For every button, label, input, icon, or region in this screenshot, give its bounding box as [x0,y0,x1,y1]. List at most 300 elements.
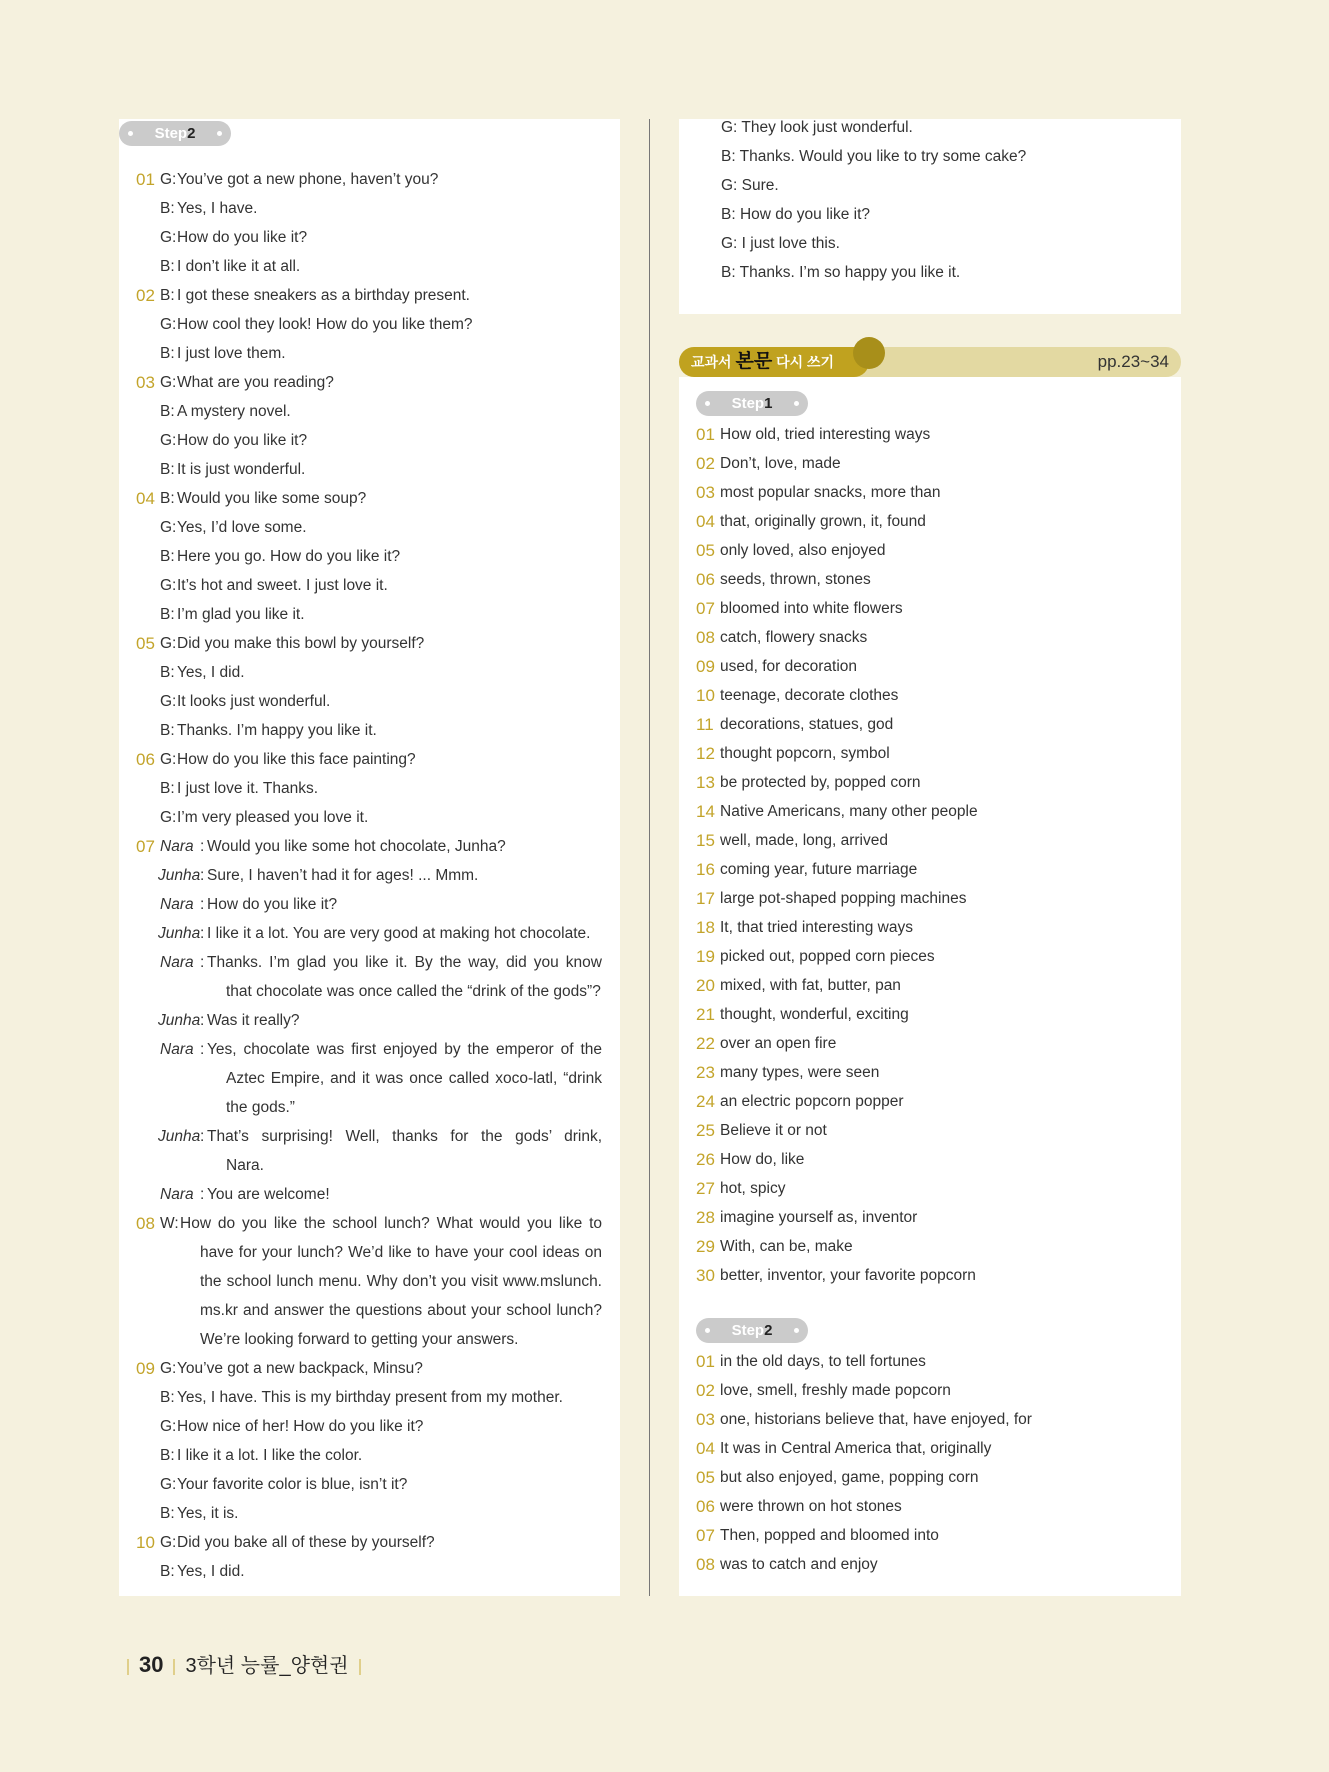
answer-item [696,1087,1166,1116]
speaker: B: [160,1505,175,1522]
item-number: 24 [696,1092,715,1111]
dot-icon [705,1328,710,1333]
speaker: G: [160,1534,177,1551]
line-text: ms.kr and answer the questions about your school lunch? [200,1302,602,1319]
banner-title [691,347,834,377]
speaker: B: [160,403,175,420]
answer-item [696,739,1166,768]
dot-icon [794,1328,799,1333]
line-text: I like it a lot. I like the color. [177,1447,363,1464]
answer-item [696,1434,1166,1463]
item-number: 03 [136,373,155,392]
speaker: G: [160,1418,177,1435]
line-text: Yes, I did. [177,664,245,681]
item-number: 09 [696,657,715,676]
line-text: Would you like some hot chocolate, Junha? [207,838,506,855]
line-text: It is just wonderful. [177,461,306,478]
step-label: Step [731,395,765,412]
answer-item [696,1203,1166,1232]
banner-main: 본문 [735,351,773,372]
line-text: How do you like it? [207,896,338,913]
speaker: B: [160,722,175,739]
item-number: 07 [136,837,155,856]
speaker: G: [160,693,177,710]
item-text: used, for decoration [720,658,858,675]
line-text: I got these sneakers as a birthday present. [177,287,470,304]
answer-item [696,768,1166,797]
answer-item [696,855,1166,884]
dialogue-line [136,484,602,513]
item-number: 01 [136,170,155,189]
dialogue-line [136,368,602,397]
banner-circle [853,337,885,369]
item-text: well, made, long, arrived [720,832,888,849]
line-text: I don’t like it at all. [177,258,301,275]
speaker: Junha [158,867,201,884]
answer-item [696,1116,1166,1145]
dialogue-line [136,890,602,919]
item-number: 17 [696,889,715,908]
item-number: 02 [136,286,155,305]
item-number: 05 [696,1468,715,1487]
dialogue-line [136,455,602,484]
speaker-colon: : [200,954,205,971]
item-number: 21 [696,1005,715,1024]
step-number: 1 [764,395,773,412]
dot-icon [705,401,710,406]
item-text: most popular snacks, more than [720,484,941,501]
step-label: Step [154,125,188,142]
item-text: Believe it or not [720,1122,827,1139]
dialogue-line [136,658,602,687]
speaker: G: [160,432,177,449]
line-text: Yes, I did. [177,1563,245,1580]
step-badge [696,1318,808,1343]
dialogue-line [136,1238,602,1267]
line-text: What are you reading? [177,374,334,391]
dialogue-line [136,1441,602,1470]
line-text: Nara. [226,1157,264,1174]
answer-item [696,681,1166,710]
line-text: I’m very pleased you love it. [177,809,369,826]
item-text: love, smell, freshly made popcorn [720,1382,951,1399]
line-text: You are welcome! [207,1186,330,1203]
item-number: 06 [136,750,155,769]
line-text: Sure, I haven’t had it for ages! ... Mmm. [207,867,479,884]
dot-icon [217,131,222,136]
item-number: 04 [696,1439,715,1458]
answer-item [696,1232,1166,1261]
line-text: B: Thanks. Would you like to try some cake? [721,148,1027,165]
item-text: thought popcorn, symbol [720,745,890,762]
dialogue-line [136,1006,602,1035]
page-range: pp.23~34 [1097,352,1169,371]
item-number: 30 [696,1266,715,1285]
speaker-colon: : [200,867,205,884]
dialogue-line [136,1412,602,1441]
item-text: one, historians believe that, have enjoyed, for [720,1411,1032,1428]
answer-item [696,1376,1166,1405]
item-text: bloomed into white flowers [720,600,903,617]
banner-prefix: 교과서 [691,354,732,370]
speaker: G: [160,316,177,333]
dot-icon [794,401,799,406]
speaker: G: [160,519,177,536]
item-number: 08 [696,628,715,647]
answer-item [696,797,1166,826]
item-text: thought, wonderful, exciting [720,1006,909,1023]
item-number: 01 [696,1352,715,1371]
speaker: G: [160,751,177,768]
dialogue-line [136,600,602,629]
step-badge [696,391,808,416]
dialogue-line [136,281,602,310]
dialogue-line [136,1180,602,1209]
item-number: 18 [696,918,715,937]
item-number: 23 [696,1063,715,1082]
dialogue-line [136,716,602,745]
dialogue-line [136,1325,602,1354]
dialogue-line [136,165,602,194]
speaker: Nara [160,954,194,971]
speaker: G: [160,809,177,826]
speaker: B: [160,606,175,623]
dialogue-line [136,571,602,600]
line-text: Would you like some soup? [177,490,367,507]
item-text: was to catch and enjoy [720,1556,878,1573]
answer-item [696,1405,1166,1434]
dialogue-line [136,1093,602,1122]
item-text: It was in Central America that, originally [720,1440,992,1457]
dialogue-line [136,1383,602,1412]
item-text: mixed, with fat, butter, pan [720,977,901,994]
answer-item [696,1492,1166,1521]
speaker: Junha [158,1128,201,1145]
line-text: It’s hot and sweet. I just love it. [177,577,388,594]
answer-item [696,594,1166,623]
item-number: 04 [136,489,155,508]
item-text: be protected by, popped corn [720,774,921,791]
speaker: Junha [158,1012,201,1029]
line-text: You’ve got a new phone, haven’t you? [177,171,439,188]
speaker: Nara [160,838,194,855]
item-number: 01 [696,425,715,444]
line-text: It looks just wonderful. [177,693,331,710]
item-number: 07 [696,599,715,618]
dialogue-line [136,1064,602,1093]
footer-divider [127,1659,129,1675]
answer-item [696,1058,1166,1087]
answer-item [696,1463,1166,1492]
answer-item [696,942,1166,971]
speaker: Nara [160,1041,194,1058]
speaker-colon: : [200,838,205,855]
speaker: B: [160,258,175,275]
dialogue-line [136,1354,602,1383]
book-title: 3학년 능률_양현권 [185,1655,349,1677]
left-column [119,119,620,1596]
dialogue-line [136,1151,602,1180]
line-text: B: Thanks. I’m so happy you like it. [721,264,961,281]
item-number: 20 [696,976,715,995]
line-text: the school lunch menu. Why don’t you visit www.mslunch. [200,1273,602,1290]
dialogue-line [136,977,602,1006]
answer-item [696,1029,1166,1058]
speaker: Junha [158,925,201,942]
item-text: in the old days, to tell fortunes [720,1353,926,1370]
answer-item [696,1145,1166,1174]
line-text: the gods.” [226,1099,295,1116]
dialogue-line [136,310,602,339]
column-divider [649,119,650,1596]
item-number: 03 [696,483,715,502]
answer-item [696,623,1166,652]
line-text: Yes, I have. [177,200,258,217]
speaker: G: [160,229,177,246]
dialogue-line [136,1267,602,1296]
speaker: Nara [160,896,194,913]
line-text: Yes, it is. [177,1505,239,1522]
line-text: We’re looking forward to getting your answers. [200,1331,519,1348]
line-text: Thanks. I’m happy you like it. [177,722,377,739]
answer-item [696,1521,1166,1550]
answer-item [696,710,1166,739]
line-text: Here you go. How do you like it? [177,548,401,565]
speaker: B: [160,490,175,507]
speaker: B: [160,548,175,565]
answer-item [696,913,1166,942]
item-text: imagine yourself as, inventor [720,1209,918,1226]
speaker: W: [160,1215,179,1232]
item-number: 04 [696,512,715,531]
line-text: How do you like it? [177,432,308,449]
banner-suffix: 다시 쓰기 [776,354,835,370]
item-text: teenage, decorate clothes [720,687,899,704]
dot-icon [128,131,133,136]
speaker-colon: : [200,1041,205,1058]
line-text: Your favorite color is blue, isn’t it? [177,1476,408,1493]
line-text: I just love them. [177,345,286,362]
answer-item [696,884,1166,913]
item-text: How do, like [720,1151,805,1168]
dialogue-line [136,252,602,281]
dialogue-line [136,745,602,774]
item-text: were thrown on hot stones [720,1498,902,1515]
item-text: How old, tried interesting ways [720,426,931,443]
item-text: catch, flowery snacks [720,629,868,646]
answer-item [696,1000,1166,1029]
line-text: How cool they look! How do you like them? [177,316,473,333]
item-text: but also enjoyed, game, popping corn [720,1469,979,1486]
answer-item [696,565,1166,594]
item-text: large pot-shaped popping machines [720,890,967,907]
item-number: 11 [696,715,714,734]
item-text: better, inventor, your favorite popcorn [720,1267,976,1284]
item-number: 27 [696,1179,715,1198]
step-badge [119,121,231,146]
item-text: Native Americans, many other people [720,803,978,820]
speaker-colon: : [200,925,205,942]
speaker: G: [160,374,177,391]
answer-item [696,1347,1166,1376]
dialogue-line [136,1470,602,1499]
speaker-colon: : [200,896,205,913]
line-text: I like it a lot. You are very good at making hot chocolate. [207,925,591,942]
item-text: hot, spicy [720,1180,786,1197]
answer-item [696,507,1166,536]
speaker: B: [160,1563,175,1580]
answer-item [696,826,1166,855]
line-text: Yes, I’d love some. [177,519,307,536]
speaker: B: [160,461,175,478]
item-text: picked out, popped corn pieces [720,948,935,965]
dialogue-line [136,194,602,223]
item-number: 26 [696,1150,715,1169]
speaker: B: [160,1389,175,1406]
footer-divider [173,1659,175,1675]
speaker: B: [160,1447,175,1464]
footer [117,1650,371,1680]
line-text: G: Sure. [721,177,779,194]
dialogue-line [136,397,602,426]
line-text: Thanks. I’m glad you like it. By the way, did you know [207,954,602,971]
speaker: G: [160,1476,177,1493]
item-number: 05 [136,634,155,653]
dialogue-line [136,948,602,977]
line-text: How do you like it? [177,229,308,246]
footer-divider [359,1659,361,1675]
dialogue-line [136,1528,602,1557]
line-text: Yes, chocolate was first enjoyed by the emperor of the [207,1041,602,1058]
line-text: Did you bake all of these by yourself? [177,1534,435,1551]
dialogue-line [136,687,602,716]
page-number: 30 [139,1652,164,1677]
dialogue-line [136,1296,602,1325]
dialogue-line [136,513,602,542]
speaker: B: [160,200,175,217]
answer-item [696,420,1166,449]
speaker: G: [160,635,177,652]
item-number: 29 [696,1237,715,1256]
line-text: How nice of her! How do you like it? [177,1418,424,1435]
item-text: many types, were seen [720,1064,880,1081]
dialogue-line [136,1209,602,1238]
line-text: Aztec Empire, and it was once called xoco-latl, “drink [226,1070,602,1087]
speaker: G: [160,577,177,594]
line-text: have for your lunch? We’d like to have your cool ideas on [200,1244,602,1261]
line-text: I just love it. Thanks. [177,780,318,797]
item-number: 03 [696,1410,715,1429]
answer-item [696,1174,1166,1203]
speaker: Nara [160,1186,194,1203]
item-number: 19 [696,947,715,966]
answer-item [696,449,1166,478]
right-top-continuation [679,119,1181,314]
item-number: 22 [696,1034,715,1053]
item-number: 08 [696,1555,715,1574]
item-text: an electric popcorn popper [720,1093,904,1110]
line-text: Yes, I have. This is my birthday present from my mother. [177,1389,563,1406]
dialogue-line [136,861,602,890]
line-text: That’s surprising! Well, thanks for the gods’ drink, [207,1128,602,1145]
item-number: 14 [696,802,715,821]
speaker-colon: : [200,1128,205,1145]
step-label: Step [731,1322,765,1339]
dialogue-line [136,542,602,571]
speaker-colon: : [200,1186,205,1203]
line-text: G: I just love this. [721,235,840,252]
line-text: Was it really? [207,1012,300,1029]
answer-item [696,536,1166,565]
dialogue-line [136,919,602,948]
item-number: 12 [696,744,715,763]
item-text: decorations, statues, god [720,716,894,733]
dialogue-line [136,803,602,832]
dialogue-line [136,426,602,455]
item-number: 15 [696,831,715,850]
line-text: You’ve got a new backpack, Minsu? [177,1360,423,1377]
item-text: over an open fire [720,1035,837,1052]
item-number: 05 [696,541,715,560]
step-number: 2 [187,125,196,142]
dialogue-line [136,774,602,803]
item-number: 10 [136,1533,155,1552]
dialogue-line [136,832,602,861]
section-banner [679,337,1181,379]
item-number: 28 [696,1208,715,1227]
item-number: 25 [696,1121,715,1140]
line-text: How do you like the school lunch? What would you like to [180,1215,602,1232]
item-text: seeds, thrown, stones [720,571,871,588]
line-text: that chocolate was once called the “drink of the gods”? [226,983,601,1000]
speaker-colon: : [200,1012,205,1029]
line-text: G: They look just wonderful. [721,119,913,136]
item-number: 13 [696,773,715,792]
item-number: 07 [696,1526,715,1545]
item-text: that, originally grown, it, found [720,513,926,530]
step-number: 2 [764,1322,773,1339]
line-text: I’m glad you like it. [177,606,305,623]
answer-item [696,1550,1166,1579]
line-text: How do you like this face painting? [177,751,416,768]
item-text: Don’t, love, made [720,455,841,472]
answer-item [696,478,1166,507]
speaker: B: [160,780,175,797]
line-text: Did you make this bowl by yourself? [177,635,425,652]
item-number: 09 [136,1359,155,1378]
line-text: B: How do you like it? [721,206,871,223]
answer-item [696,1261,1166,1290]
item-text: With, can be, make [720,1238,853,1255]
item-number: 16 [696,860,715,879]
dialogue-line [136,1499,602,1528]
item-number: 02 [696,454,715,473]
dialogue-line [136,629,602,658]
dialogue-line [136,339,602,368]
speaker: G: [160,171,177,188]
dialogue-line [136,1557,602,1586]
item-number: 10 [696,686,715,705]
speaker: B: [160,345,175,362]
speaker: G: [160,1360,177,1377]
dialogue-line [136,1035,602,1064]
item-text: Then, popped and bloomed into [720,1527,939,1544]
item-text: only loved, also enjoyed [720,542,886,559]
answer-item [696,652,1166,681]
right-main [679,377,1181,1596]
item-number: 02 [696,1381,715,1400]
item-number: 08 [136,1214,155,1233]
